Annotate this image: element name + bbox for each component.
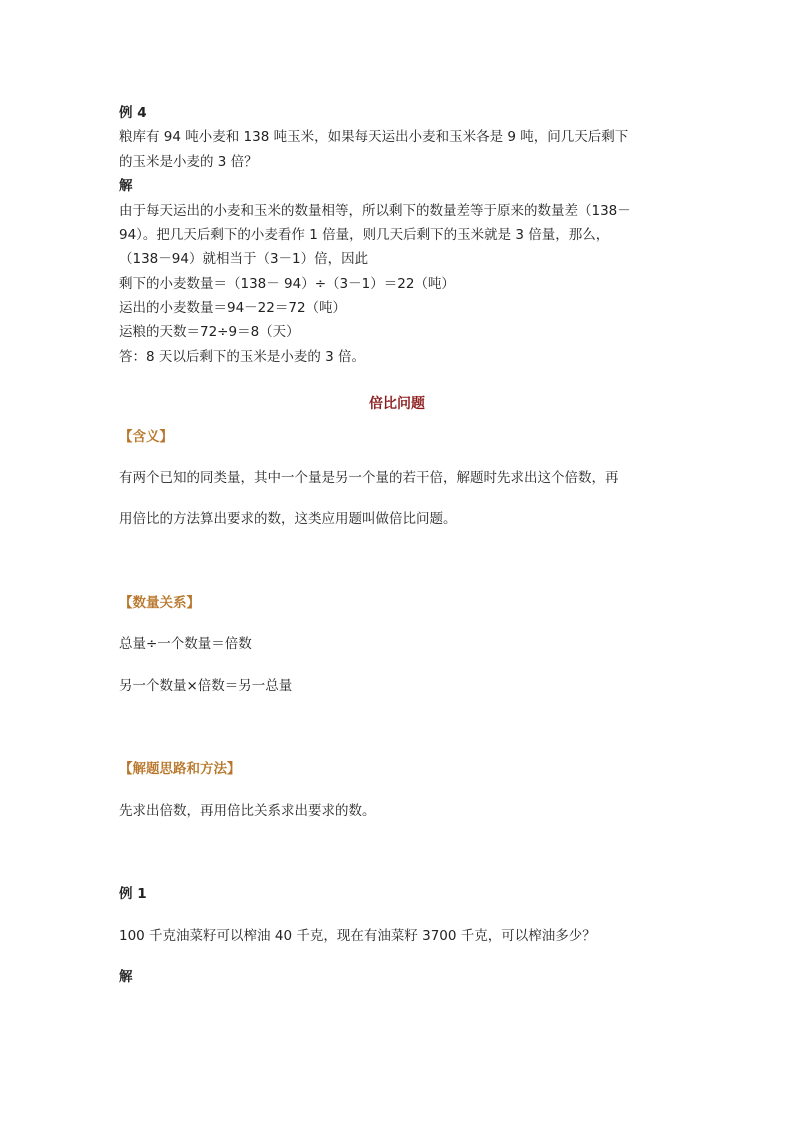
example1-heading: 例 1 (119, 886, 147, 902)
relation-heading: 【数量关系】 (119, 595, 200, 611)
example4-problem-line-1: 粮库有 94 吨小麦和 138 吨玉米，如果每天运出小麦和玉米各是 9 吨，问几天后剩下 (119, 129, 629, 145)
method-heading: 【解题思路和方法】 (119, 761, 241, 777)
example4-heading: 例 4 (119, 105, 147, 121)
relation-line-2: 另一个数量×倍数＝另一总量 (119, 678, 293, 694)
example4-solution-line-1: 由于每天运出的小麦和玉米的数量相等，所以剩下的数量差等于原来的数量差（138－ (119, 203, 631, 219)
relation-line-1: 总量÷一个数量＝倍数 (119, 636, 252, 652)
example1-problem: 100 千克油菜籽可以榨油 40 千克，现在有油菜籽 3700 千克，可以榨油多少？ (119, 928, 596, 944)
example4-solution-line-3: （138－94）就相当于（3－1）倍，因此 (119, 251, 369, 267)
example4-solution-line-2: 94）。把几天后剩下的小麦看作 1 倍量，则几天后剩下的玉米就是 3 倍量，那么， (119, 227, 610, 243)
meaning-line-2: 用倍比的方法算出要求的数，这类应用题叫做倍比问题。 (119, 511, 457, 527)
example4-solution-heading: 解 (119, 178, 133, 194)
example4-problem-line-2: 的玉米是小麦的 3 倍？ (119, 154, 258, 170)
example4-solution-line-4: 剩下的小麦数量＝（138－ 94）÷（3－1）＝22（吨） (119, 276, 455, 292)
example4-solution-line-5: 运出的小麦数量＝94－22＝72（吨） (119, 300, 347, 316)
method-line: 先求出倍数，再用倍比关系求出要求的数。 (119, 803, 376, 819)
meaning-heading: 【含义】 (119, 429, 173, 445)
meaning-line-1: 有两个已知的同类量，其中一个量是另一个量的若干倍，解题时先求出这个倍数，再 (119, 470, 619, 486)
example4-answer-line: 答：8 天以后剩下的玉米是小麦的 3 倍。 (119, 349, 366, 365)
section-title: 倍比问题 (369, 396, 425, 412)
example1-solution-heading: 解 (119, 969, 133, 985)
example4-solution-line-6: 运粮的天数＝72÷9＝8（天） (119, 324, 300, 340)
